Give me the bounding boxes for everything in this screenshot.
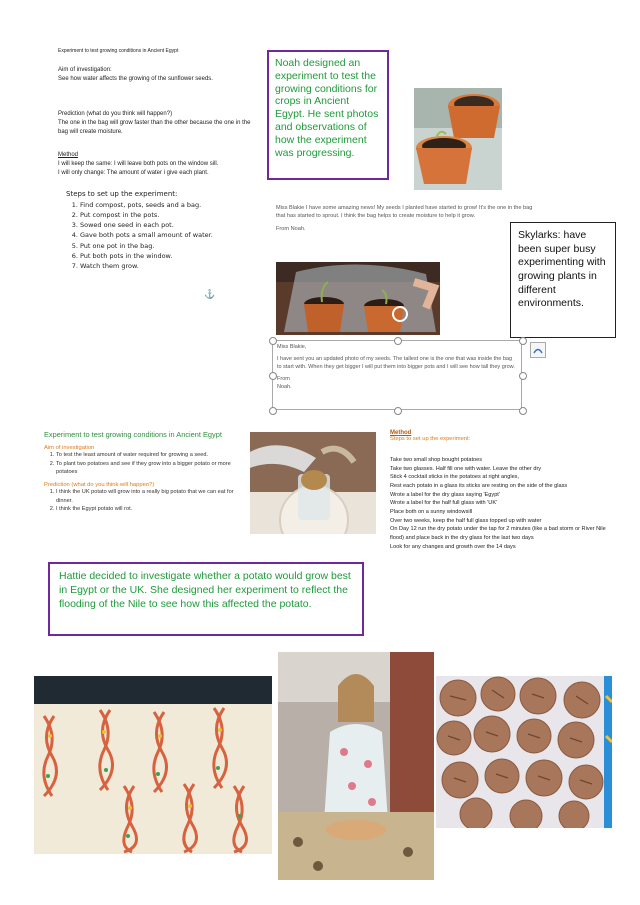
email-signoff: From Noah. [276,226,306,233]
hattie-method [390,430,620,551]
email-body: I have sent you an updated photo of my seeds. The tallest one is the one that was inside the bag to start with. When they get bigger I will put them into bigger pots and I will see how tall they grow. [277,355,515,370]
hattie-callout-text: Hattie decided to investigate whether a potato would grow best in Egypt or the UK. She designed her experiment to reflect the flooding of the Nile to see how this affected the potato. [59,570,351,610]
resize-handle[interactable] [519,372,527,380]
bag-photo [276,262,440,335]
hattie-worksheet [44,430,244,514]
list-item: Wrote a label for the dry glass saying 'Egypt' [390,491,500,498]
list-item: Place both on a sunny windowsill [390,508,473,515]
resize-handle[interactable] [269,407,277,415]
noah-worksheet [58,48,258,271]
list-item: 2. I think the Egypt potato will rot. [56,505,244,514]
noah-callout [267,50,389,180]
noah-prediction-heading: Prediction (what do you think will happen?) [58,111,173,118]
noah-worksheet-title: Experiment to test growing conditions in Ancient Egypt [58,48,179,54]
hattie-prediction-heading: Prediction (what do you think will happen?) [44,481,155,488]
noah-email-1 [276,204,536,233]
noah-email-2[interactable] [272,340,522,410]
email-signoff: Noah. [277,383,292,390]
list-item: Over two weeks, keep the half full glass topped up with water [390,517,542,524]
resize-handle[interactable] [269,337,277,345]
noah-method-heading: Method [58,152,79,159]
list-item: Look for any changes and growth over the 14 days [390,543,516,550]
list-item: 6. Put both pots in the window. [80,251,258,261]
list-item: 1. Find compost, pots, seeds and a bag. [80,200,258,210]
email-body: Miss Blakie I have some amazing news! My seeds I planted have started to grow! It's the one in the bag that has started to sprout. I think the bag helps to create moisture to help it grow. [276,205,533,220]
noah-prediction-text: The one in the bag will grow faster than the other because the one in the bag will create moisture. [58,120,251,136]
hattie-worksheet-title: Experiment to test growing conditions in Ancient Egypt [44,430,222,439]
list-item: On Day 12 run the dry potato under the tap for 2 minutes (like a bad storm or River Nile flood) and place back in the dry glass for the last two days [390,526,606,541]
hattie-aims-list [44,451,244,477]
list-item: 7. Watch them grow. [80,261,258,271]
hattie-predictions-list [44,488,244,514]
list-item: Take two small shop bought potatoes [390,457,483,463]
dna-craft-photo [34,676,272,854]
resize-handle[interactable] [394,407,402,415]
noah-aim-text: See how water affects the growing of the sunflower seeds. [58,76,213,83]
resize-handle[interactable] [519,407,527,415]
email-signoff: From [277,375,290,382]
list-item: Rest each potato in a glass its sticks are resting on the side of the glass [390,482,568,489]
resize-handle[interactable] [269,372,277,380]
noah-aim-heading: Aim of investigation: [58,67,112,74]
noah-steps-heading: Steps to set up the experiment: [66,190,178,199]
list-item: 1. To test the least amount of water required for growing a seed. [56,451,244,460]
girl-baking-photo [278,652,434,880]
layout-options-icon[interactable] [530,342,546,358]
hattie-aim-heading: Aim of investigation [44,445,95,451]
skylarks-callout-text: Skylarks: have been super busy experimenting with growing plants in different environments. [518,229,606,310]
pots-photo [414,88,502,190]
email-greeting: Miss Blakie, [277,344,307,350]
anchor-icon: ⚓ [204,289,216,299]
list-item: 4. Gave both pots a small amount of water. [80,230,258,240]
list-item: 2. To plant two potatoes and see if they grow into a bigger potato or more potatoes [56,460,244,477]
noah-steps-list [58,200,258,270]
list-item: Take two glasses. Half fill one with water. Leave the other dry [390,465,542,472]
noah-method-same: I will keep the same: I will leave both pots on the window sill. [58,161,219,168]
list-item: Wrote a label for the half full glass with 'UK' [390,500,498,507]
resize-handle[interactable] [519,337,527,345]
skylarks-callout [510,222,616,338]
noah-callout-text: Noah designed an experiment to test the growing conditions for crops in Ancient Egypt. He sent photos and observations of how the experiment was progressing. [275,57,379,159]
potato-glass-photo [250,432,376,534]
list-item: 2. Put compost in the pots. [80,210,258,220]
noah-method-change: I will only change: The amount of water i give each plant. [58,170,209,177]
resize-handle[interactable] [394,337,402,345]
list-item: 1. I think the UK potato will grow into a really big potato that we can eat for dinner. [56,488,244,505]
list-item: 3. Sowed one seed in each pot. [80,220,258,230]
list-item: 5. Put one pot in the bag. [80,241,258,251]
list-item: Stick 4 cocktail sticks in the potatoes at right angles, [390,474,520,481]
hattie-callout [48,562,364,636]
hattie-method-heading: Method [390,430,412,436]
fossil-biscuits-photo [436,676,612,828]
hattie-method-subheading: Steps to set up the experiment: [390,436,471,442]
